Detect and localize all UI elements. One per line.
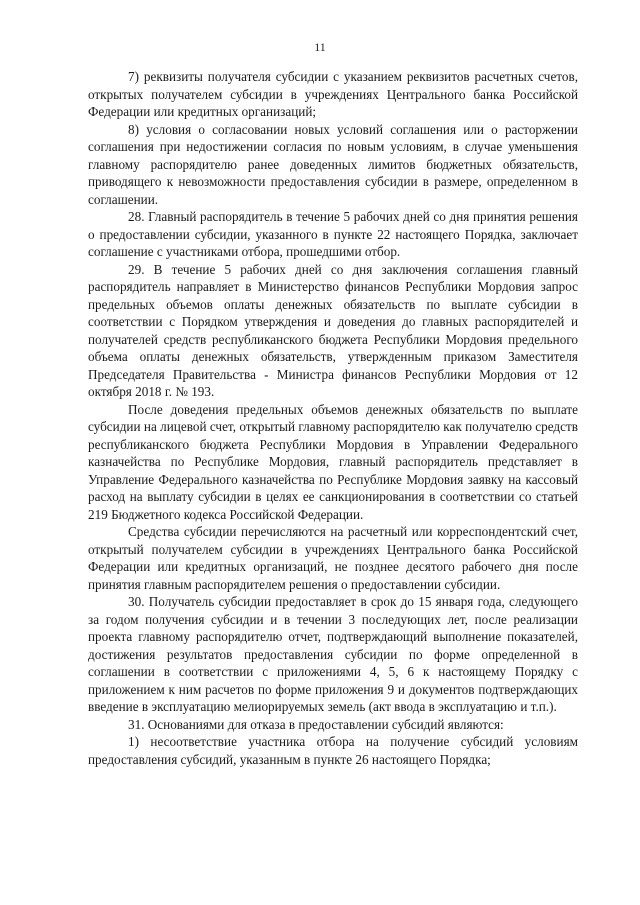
paragraph-29-payment-limits: После доведения предельных объемов денежных обязательств по выплате субсидии на лицевой счет, открытый главному распорядителю как получателю средств республиканского бюджета Республики Мордовия в Управлении Федерального казначейства по Республике Мордовия, главный распорядитель представляет в Управление Федерального казначейства по Республике Мордовия заявку на кассовый расход на выплату субсидии в целях ее санкционирования в соответствии со статьей 219 Бюджетного кодекса Российской Федерации.	[88, 401, 578, 522]
paragraph-31: 31. Основаниями для отказа в предоставлении субсидий являются:	[128, 716, 504, 732]
paragraph-29-transfer: Средства субсидии перечисляются на расчетный или корреспондентский счет, открытый получателем субсидии в учреждениях Центрального банка Российской Федерации или кредитных организаций, не позднее десятого рабочего дня после принятия главным распорядителем решения о предоставлении субсидии.	[88, 524, 578, 592]
paragraph-31-item-1: 1) несоответствие участника отбора на получение субсидий условиям предоставления субсидий, указанным в пункте 26 настоящего Порядка;	[88, 734, 578, 767]
document-body	[88, 68, 578, 768]
paragraph-29: 29. В течение 5 рабочих дней со дня заключения соглашения главный распорядитель направляет в Министерство финансов Республики Мордовия запрос предельных объемов оплаты денежных обязательств по выплате субсидии в соответствии с Порядком утверждения и доведения до главных распорядителей и получателей средств республиканского бюджета Республики Мордовия предельного объема оплаты денежных обязательств, утвержденным приказом Заместителя Председателя Правительства - Министра финансов Республики Мордовия от 12 октября 2018 г. № 193.	[88, 261, 578, 399]
paragraph-30: 30. Получатель субсидии предоставляет в срок до 15 января года, следующего за годом получения субсидии и в течении 3 последующих лет, после реализации проекта главному распорядителю отчет, подтверждающий выполнение показателей, достижения результатов предоставления субсидии по форме определенной в соглашении в соответствии с приложениями 4, 5, 6 к настоящему Порядку с приложением к ним расчетов по форме приложения 9 и документов подтверждающих введение в эксплуатацию мелиорируемых земель (акт ввода в эксплуатацию и т.п.).	[88, 594, 578, 714]
paragraph-7-requisites: 7) реквизиты получателя субсидии с указанием реквизитов расчетных счетов, открытых получателем субсидии в учреждениях Центрального банка Российской Федерации или кредитных организаций;	[88, 69, 578, 119]
paragraph-8-agreement-conditions: 8) условия о согласовании новых условий соглашения или о расторжении соглашения при недостижении согласия по новым условиям, в случае уменьшения главному распорядителю ранее доведенных лимитов бюджетных обязательств, приводящего к невозможности предоставления субсидии в размере, определенном в соглашении.	[88, 121, 578, 207]
paragraph-28: 28. Главный распорядитель в течение 5 рабочих дней со дня принятия решения о предоставлении субсидии, указанного в пункте 22 настоящего Порядка, заключает соглашение с участниками отбора, прошедшими отбор.	[88, 209, 578, 259]
page-number: 11	[314, 40, 326, 54]
